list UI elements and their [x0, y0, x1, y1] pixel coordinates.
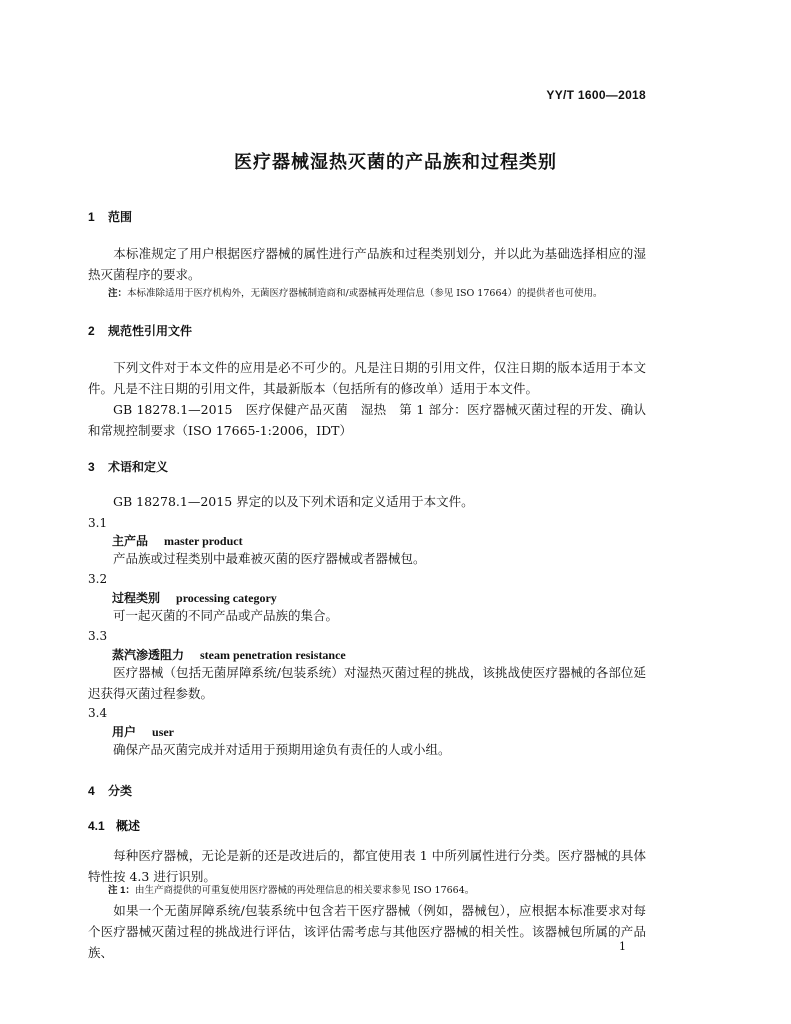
note-text: 本标准除适用于医疗机构外，无菌医疗器械制造商和/或器械再处理信息（参见 ISO 17664）的提供者也可使用。	[127, 288, 603, 299]
document-title: 医疗器械湿热灭菌的产品族和过程类别	[234, 152, 557, 172]
term-english: steam penetration resistance	[200, 648, 346, 662]
section-title: 分类	[108, 784, 133, 798]
term-definition	[88, 662, 646, 704]
standard-code: YY/T 1600—2018	[546, 88, 646, 102]
definition-text: 确保产品灭菌完成并对适用于预期用途负有责任的人或小组。	[113, 742, 451, 757]
clause-number: 3.2	[88, 572, 108, 586]
section-heading-1	[88, 208, 132, 225]
section-title: 规范性引用文件	[108, 324, 193, 338]
scope-text: 本标准规定了用户根据医疗器械的属性进行产品族和过程类别划分，并以此为基础选择相应的湿热灭菌程序的要求。	[88, 246, 646, 282]
section-number: 4	[88, 784, 95, 798]
section-title: 术语和定义	[108, 460, 169, 474]
overview-text-2: 如果一个无菌屏障系统/包装系统中包含若干医疗器械（例如，器械包），应根据本标准要求对每个医疗器械灭菌过程的挑战进行评估，该评估需考虑与其他医疗器械的相关性。该器械包所属的产品族、	[88, 903, 646, 960]
overview-note	[108, 884, 648, 898]
term-chinese: 用户	[112, 725, 137, 739]
overview-paragraph-2	[88, 900, 646, 963]
clause-number: 3.1	[88, 516, 108, 530]
section-heading-4	[88, 782, 132, 799]
note-text: 由生产商提供的可重复使用医疗器械的再处理信息的相关要求参见 ISO 17664。	[134, 885, 475, 896]
terms-intro	[88, 491, 646, 512]
term-title	[112, 723, 174, 740]
clause-number: 3.3	[88, 629, 108, 643]
term-title	[112, 532, 243, 549]
scope-paragraph	[88, 243, 646, 285]
references-paragraph-2	[88, 399, 646, 441]
references-text-2: GB 18278.1—2015 医疗保健产品灭菌 湿热 第 1 部分：医疗器械灭菌过程的开发、确认和常规控制要求（ISO 17665-1:2006，IDT）	[88, 402, 646, 438]
page-number: 1	[619, 940, 626, 953]
term-title	[112, 646, 346, 663]
references-text-1: 下列文件对于本文件的应用是必不可少的。凡是注日期的引用文件，仅注日期的版本适用于本文件。凡是不注日期的引用文件，其最新版本（包括所有的修改单）适用于本文件。	[88, 360, 646, 396]
term-chinese: 蒸汽渗透阻力	[112, 648, 185, 662]
scope-note	[108, 287, 648, 301]
section-number: 1	[88, 210, 95, 224]
section-heading-2	[88, 322, 192, 339]
term-chinese: 主产品	[112, 534, 149, 548]
note-label: 注 1：	[108, 885, 135, 896]
section-title: 范围	[108, 210, 133, 224]
term-english: processing category	[176, 591, 277, 605]
section-heading-3	[88, 458, 168, 475]
clause-number: 3.4	[88, 706, 108, 720]
note-label: 注：	[108, 288, 128, 299]
overview-paragraph-1	[88, 845, 646, 887]
term-chinese: 过程类别	[112, 591, 161, 605]
term-definition	[88, 605, 646, 626]
overview-text-1: 每种医疗器械，无论是新的还是改进后的，都宜使用表 1 中所列属性进行分类。医疗器械的具体特性按 4.3 进行识别。	[88, 848, 646, 884]
subsection-title: 概述	[116, 819, 141, 833]
definition-text: 产品族或过程类别中最难被灭菌的医疗器械或者器械包。	[113, 551, 426, 566]
section-number: 2	[88, 324, 95, 338]
subsection-heading-4-1	[88, 817, 140, 834]
references-paragraph-1	[88, 357, 646, 399]
terms-intro-text: GB 18278.1—2015 界定的以及下列术语和定义适用于本文件。	[113, 494, 474, 509]
term-definition	[88, 548, 646, 569]
term-title	[112, 589, 277, 606]
section-number: 3	[88, 460, 95, 474]
term-english: user	[152, 725, 175, 739]
term-definition	[88, 739, 646, 760]
definition-text: 医疗器械（包括无菌屏障系统/包装系统）对湿热灭菌过程的挑战，该挑战使医疗器械的各部位延迟获得灭菌过程参数。	[88, 665, 646, 701]
definition-text: 可一起灭菌的不同产品或产品族的集合。	[113, 608, 339, 623]
subsection-number: 4.1	[88, 819, 105, 833]
term-english: master product	[164, 534, 243, 548]
